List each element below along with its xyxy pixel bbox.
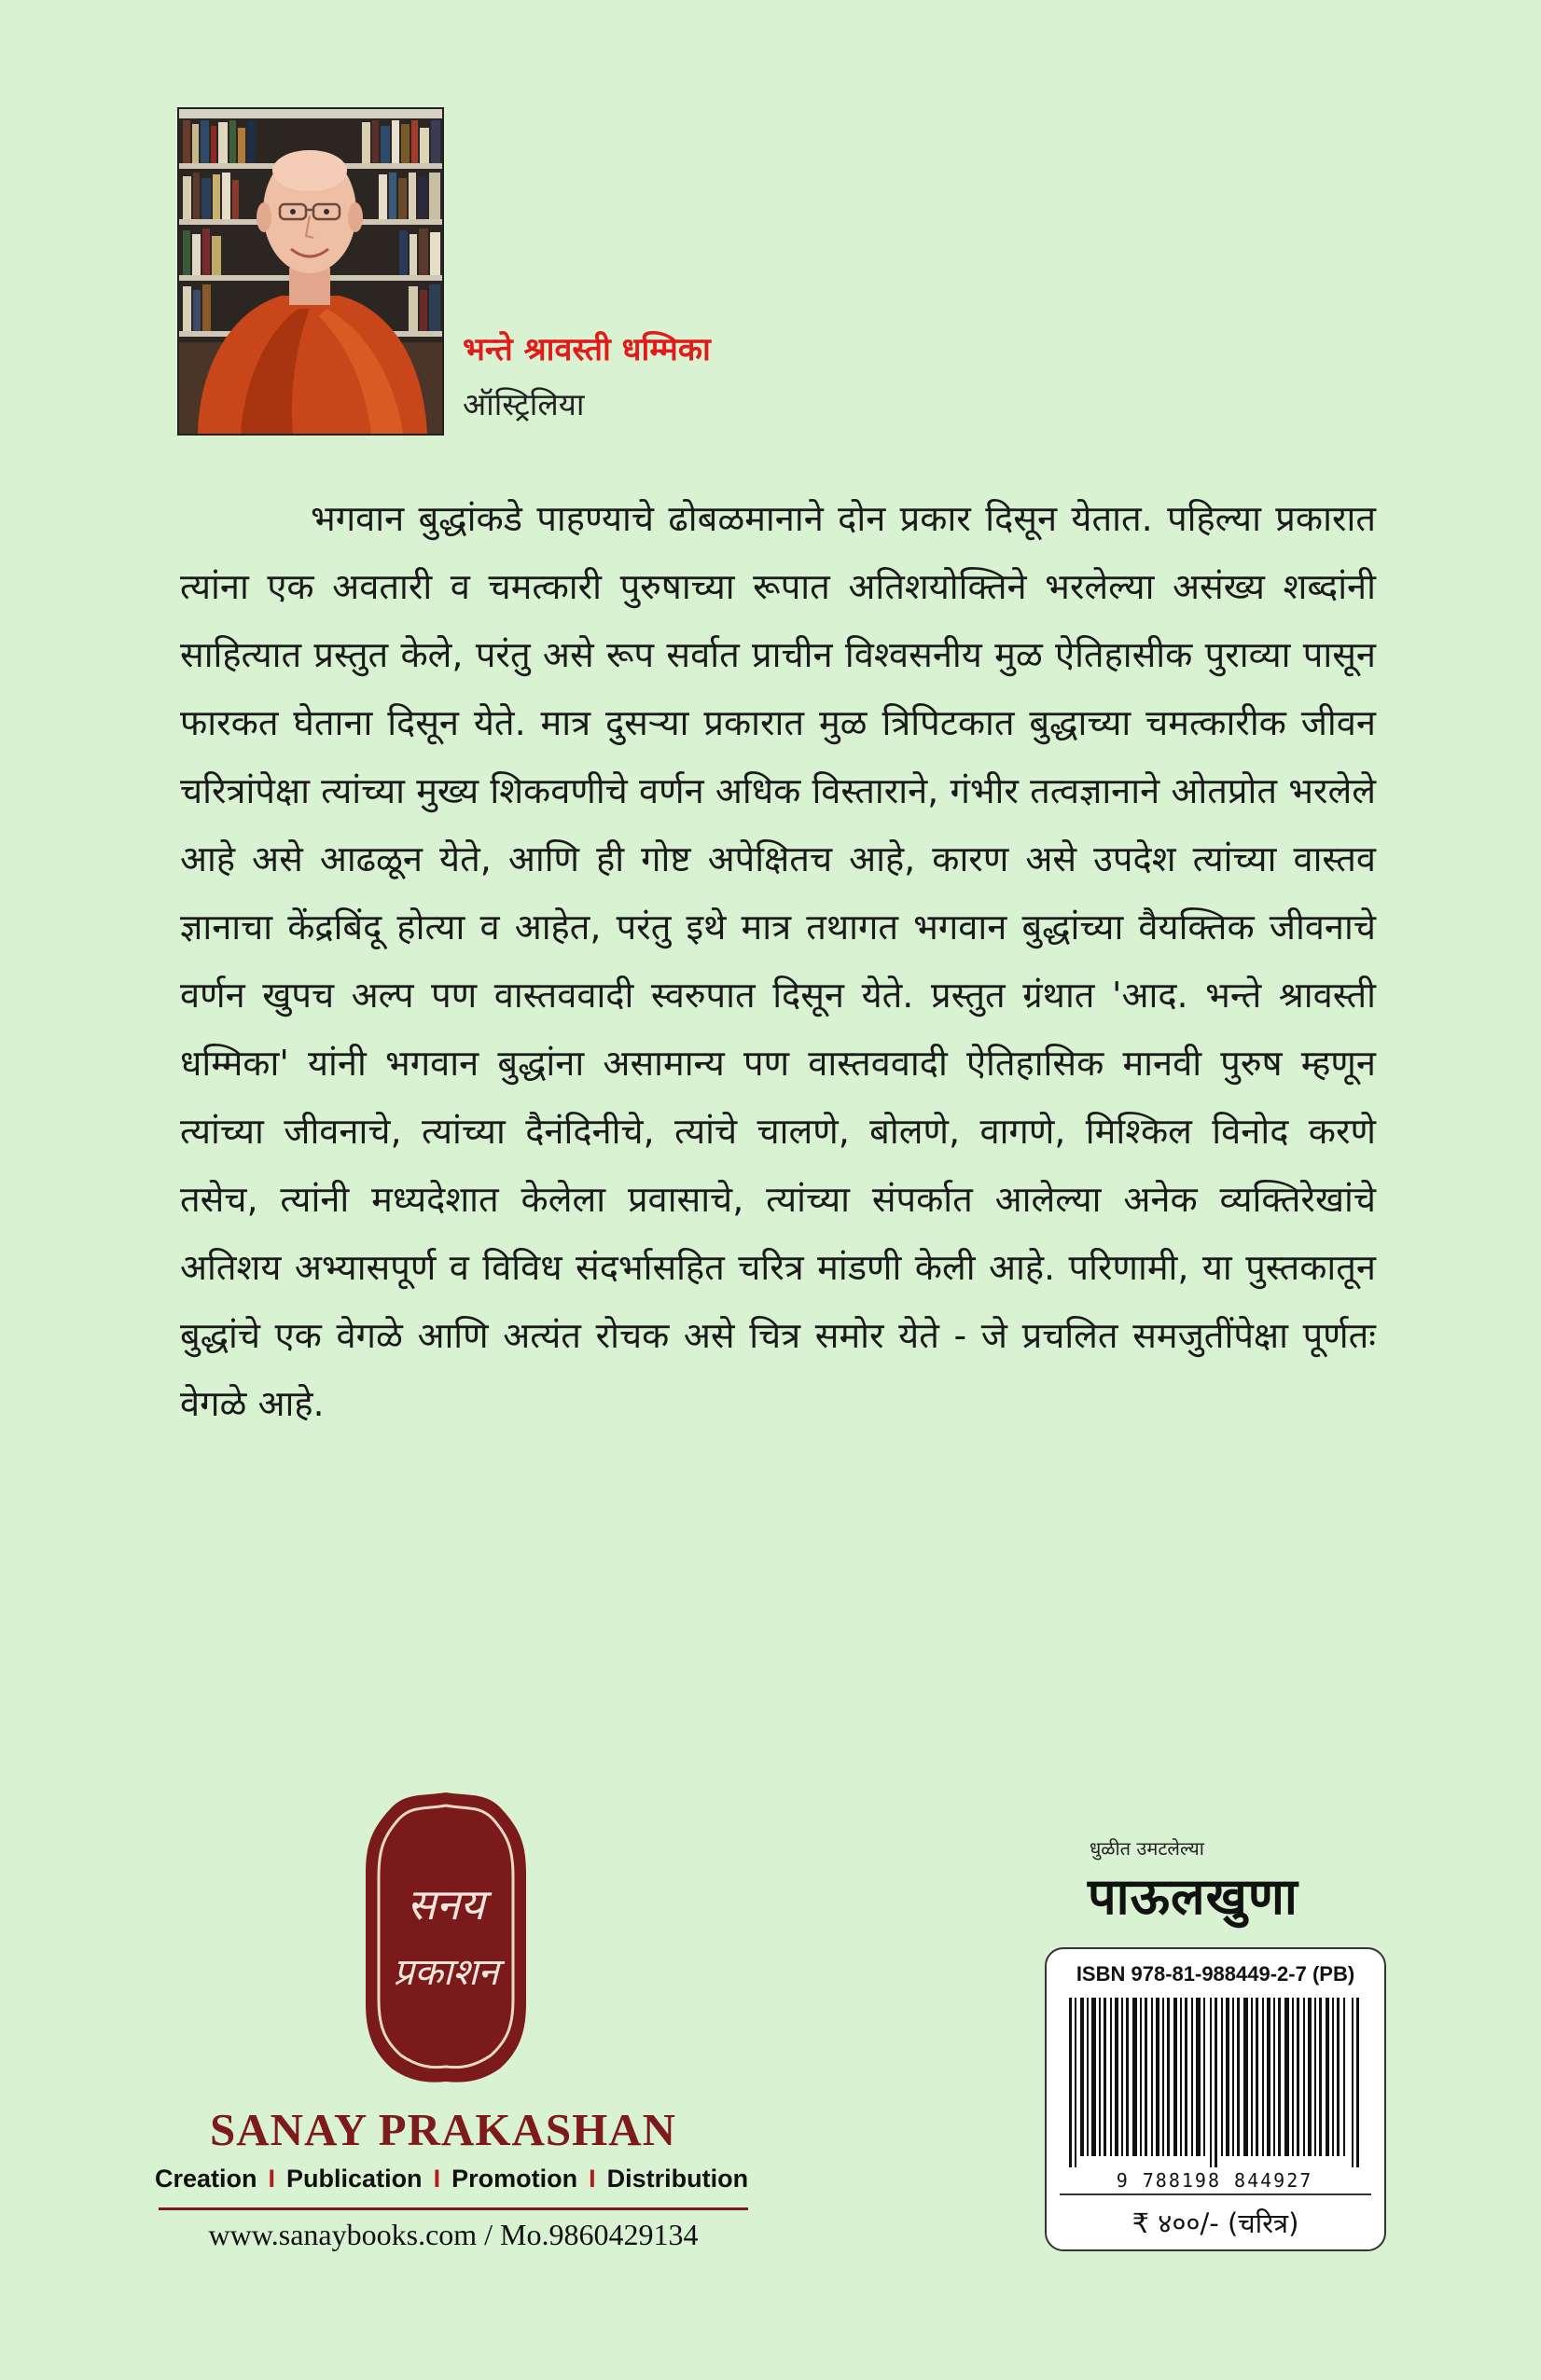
price-divider bbox=[1060, 2193, 1371, 2195]
service-distribution: Distribution bbox=[606, 2165, 749, 2193]
publisher-contact: www.sanaybooks.com / Mo.9860429134 bbox=[208, 2218, 699, 2251]
publisher-divider bbox=[159, 2207, 748, 2210]
author-country: ऑस्ट्रिलिया bbox=[463, 386, 585, 422]
series-subtitle: धुळीत उमटलेल्या bbox=[1090, 1837, 1204, 1860]
barcode-icon bbox=[1069, 1998, 1362, 2167]
seal-line1: सनय bbox=[407, 1879, 485, 1930]
publisher-services bbox=[155, 2165, 748, 2193]
barcode-digits: 9 788198 844927 bbox=[1116, 2169, 1313, 2192]
author-name: भन्ते श्रावस्ती धम्मिका bbox=[463, 331, 711, 368]
service-publication: Publication bbox=[286, 2165, 423, 2193]
service-separator: I bbox=[268, 2165, 276, 2193]
publisher-seal-logo bbox=[362, 1789, 530, 2085]
service-promotion: Promotion bbox=[451, 2165, 578, 2193]
service-creation: Creation bbox=[155, 2165, 257, 2193]
price-text: ₹ ४००/- (चरित्र) bbox=[1131, 2207, 1299, 2239]
isbn-text: ISBN 978-81-988449-2-7 (PB) bbox=[1076, 1962, 1355, 1986]
series-title: पाऊलखुणा bbox=[1088, 1867, 1298, 1926]
service-separator: I bbox=[433, 2165, 441, 2193]
barcode-box bbox=[1045, 1947, 1386, 2251]
publisher-name: SANAY PRAKASHAN bbox=[209, 2104, 677, 2155]
service-separator: I bbox=[589, 2165, 596, 2193]
author-photo bbox=[177, 107, 444, 436]
seal-line2: प्रकाशन bbox=[393, 1951, 499, 1994]
book-blurb: भगवान बुद्धांकडे पाहण्याचे ढोबळमानाने दोन प्रकार दिसून येतात. पहिल्या प्रकारात त्यांना एक अवतारी व चमत्कारी पुरुषाच्या रूपात अतिशयोक्तिने भरलेल्या असंख्य शब्दांनी साहित्यात प्रस्तुत केले, परंतु असे रूप सर्वात प्राचीन विश्वसनीय मुळ ऐतिहासीक पुराव्या पासून फारकत घेताना दिसून येते. मात्र दुसऱ्या प्रकारात मुळ त्रिपिटकात बुद्धाच्या चमत्कारीक जीवन चरित्रांपेक्षा त्यांच्या मुख्य शिकवणीचे वर्णन अधिक विस्ताराने, गंभीर तत्वज्ञानाने ओतप्रोत भरलेले आहे असे आढळून येते, आणि ही गोष्ट अपेक्षितच आहे, कारण असे उपदेश त्यांच्या वास्तव ज्ञानाचा केंद्रबिंदू होत्या व आहेत, परंतु इथे मात्र तथागत भगवान बुद्धांच्या वैयक्तिक जीवनाचे वर्णन खुपच अल्प पण वास्तववादी स्वरुपात दिसून येते. प्रस्तुत ग्रंथात 'आद. भन्ते श्रावस्ती धम्मिका' यांनी भगवान बुद्धांना असामान्य पण वास्तववादी ऐतिहासिक मानवी पुरुष म्हणून त्यांच्या जीवनाचे, त्यांच्या दैनंदिनीचे, त्यांचे चालणे, बोलणे, वागणे, मिश्किल विनोद करणे तसेच, त्यांनी मध्यदेशात केलेला प्रवासाचे, त्यांच्या संपर्कात आलेल्या अनेक व्यक्तिरेखांचे अतिशय अभ्यासपूर्ण व विविध संदर्भासहित चरित्र मांडणी केली आहे. परिणामी, या पुस्तकातून बुद्धांचे एक वेगळे आणि अत्यंत रोचक असे चित्र समोर येते - जे प्रचलित समजुतींपेक्षा पूर्णतः वेगळे आहे. bbox=[180, 498, 1376, 1424]
